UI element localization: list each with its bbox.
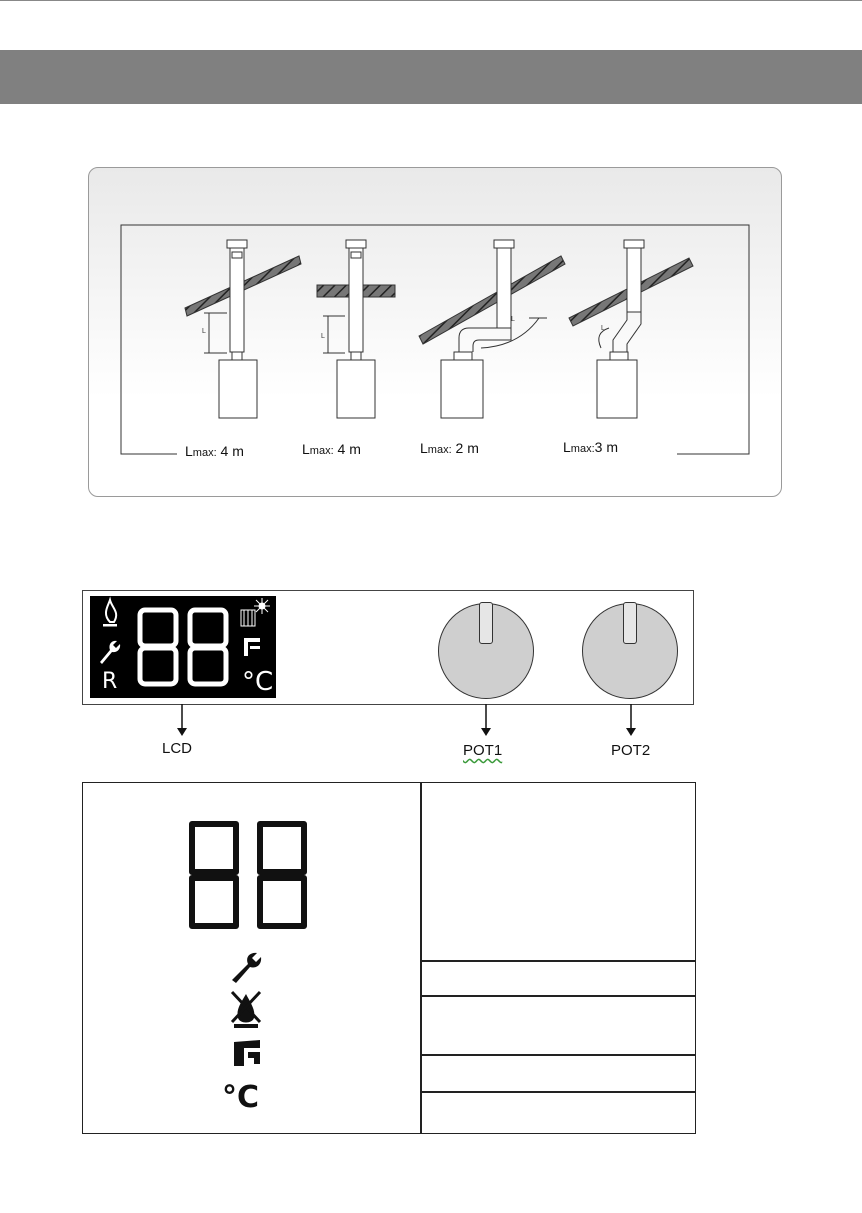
pot2-knob[interactable] — [582, 603, 678, 699]
legend-row-divider-4 — [421, 1091, 696, 1093]
section-header-bar — [0, 50, 862, 104]
lcd-label: LCD — [162, 740, 193, 757]
tap-icon — [244, 638, 260, 656]
pot2-arrow — [619, 704, 643, 738]
legend-column-divider — [420, 782, 422, 1134]
legend-celsius-icon: °C — [222, 1080, 260, 1115]
legend-row-divider-1 — [421, 960, 696, 962]
lmax-label-2: Lmax: 4 m — [302, 441, 361, 457]
lmax-label-1: Lmax: 4 m — [185, 443, 244, 459]
flue-option-2 — [317, 240, 395, 418]
pot2-indicator — [623, 602, 637, 644]
flue-option-4 — [569, 240, 693, 418]
lmax-label-4: Lmax:3 m — [563, 439, 618, 455]
lcd-symbols — [90, 596, 276, 698]
lcd-r-symbol: R — [102, 669, 118, 694]
page-top-rule — [0, 0, 862, 1]
legend-tap-icon — [230, 1036, 266, 1072]
legend-row-divider-2 — [421, 995, 696, 997]
flame-icon — [103, 600, 117, 627]
svg-text:L: L — [601, 325, 605, 332]
lcd-celsius-symbol: °C — [242, 667, 274, 697]
svg-text:L: L — [202, 328, 206, 335]
pot1-knob[interactable] — [438, 603, 534, 699]
legend-row-divider-3 — [421, 1054, 696, 1056]
lcd-display — [90, 596, 276, 698]
legend-flame-off-icon — [228, 988, 264, 1030]
flue-option-3 — [419, 240, 565, 418]
pot1-label: POT1 — [463, 742, 503, 759]
legend-seven-segment-icon — [178, 818, 328, 934]
pot2-label: POT2 — [611, 742, 651, 759]
lcd-arrow — [170, 704, 194, 738]
svg-text:L: L — [511, 316, 515, 323]
pot1-indicator — [479, 602, 493, 644]
sun-icon — [254, 598, 270, 614]
svg-text:L: L — [321, 333, 325, 340]
wrench-icon — [100, 641, 120, 664]
lmax-label-3: Lmax: 2 m — [420, 440, 479, 456]
pot1-arrow — [474, 704, 498, 738]
legend-wrench-icon — [228, 950, 268, 984]
symbol-legend-table — [82, 782, 696, 1134]
radiator-icon — [241, 610, 255, 626]
lcd-seven-segment-digits — [140, 610, 226, 684]
